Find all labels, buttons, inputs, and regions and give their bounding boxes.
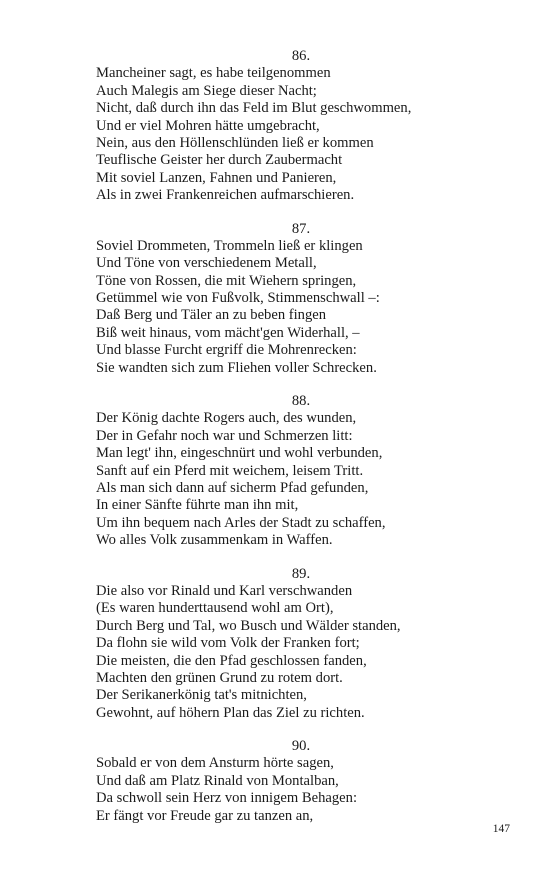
verse-line: Als man sich dann auf sicherm Pfad gefunden, [96,479,369,496]
verse-line: Biß weit hinaus, vom mächt'gen Widerhall, – [96,324,360,341]
verse-line: Teuflische Geister her durch Zaubermacht [96,152,343,169]
verse-line: Man legt' ihn, eingeschnürt und wohl verbunden, [96,445,383,462]
verse-line: In einer Sänfte führte man ihn mit, [96,497,299,514]
verse-line: Da schwoll sein Herz von innigem Behagen: [96,790,357,807]
verse-line: Sobald er von dem Ansturm hörte sagen, [96,755,334,772]
stanza-89 [96,566,516,723]
page-number: 147 [492,823,510,835]
verse-line: Der Serikanerkönig tat's mitnichten, [96,687,307,704]
verse-line: Und er viel Mohren hätte umgebracht, [96,117,320,134]
verse-line: Durch Berg und Tal, wo Busch und Wälder standen, [96,617,401,634]
verse-line: (Es waren hunderttausend wohl am Ort), [96,600,334,617]
stanza-86 [96,48,516,205]
verse-line: Er fängt vor Freude gar zu tanzen an, [96,807,314,824]
verse-line: Daß Berg und Täler an zu beben fingen [96,307,327,324]
verse-line: Als in zwei Frankenreichen aufmarschieren. [96,187,355,204]
verse-line: Und daß am Platz Rinald von Montalban, [96,772,339,789]
verse-line: Machten den grünen Grund zu rotem dort. [96,669,343,686]
stanza-number: 90. [291,738,311,755]
stanza-number: 88. [291,393,311,410]
stanza-number: 89. [291,565,311,582]
verse-line: Nicht, daß durch ihn das Feld im Blut geschwommen, [96,100,412,117]
verse-line: Auch Malegis am Siege dieser Nacht; [96,82,317,99]
stanza-87 [96,221,516,378]
verse-line: Getümmel wie von Fußvolk, Stimmenschwall –: [96,290,380,307]
stanza-90 [96,738,516,825]
verse-line: Und Töne von verschiedenem Metall, [96,255,317,272]
stanza-number: 87. [291,220,311,237]
verse-line: Da flohn sie wild vom Volk der Franken fort; [96,635,360,652]
verse-line: Mit soviel Lanzen, Fahnen und Panieren, [96,169,337,186]
verse-line: Der König dachte Rogers auch, des wunden, [96,410,357,427]
verse-line: Sie wandten sich zum Fliehen voller Schrecken. [96,359,377,376]
verse-line: Die meisten, die den Pfad geschlossen fanden, [96,652,367,669]
verse-line: Soviel Drommeten, Trommeln ließ er klingen [96,237,363,254]
verse-line: Sanft auf ein Pferd mit weichem, leisem Tritt. [96,462,364,479]
verse-line: Um ihn bequem nach Arles der Stadt zu schaffen, [96,514,386,531]
verse-line: Gewohnt, auf höhern Plan das Ziel zu richten. [96,704,365,721]
verse-line: Nein, aus den Höllenschlünden ließ er kommen [96,134,374,151]
verse-line: Die also vor Rinald und Karl verschwanden [96,582,353,599]
verse-line: Töne von Rossen, die mit Wiehern springen, [96,272,357,289]
verse-line: Der in Gefahr noch war und Schmerzen litt: [96,427,353,444]
stanza-88 [96,393,516,550]
page-text [96,48,516,841]
verse-line: Mancheiner sagt, es habe teilgenommen [96,65,331,82]
verse-line: Und blasse Furcht ergriff die Mohrenrecken: [96,342,357,359]
verse-line: Wo alles Volk zusammenkam in Waffen. [96,532,333,549]
stanza-number: 86. [291,48,311,64]
